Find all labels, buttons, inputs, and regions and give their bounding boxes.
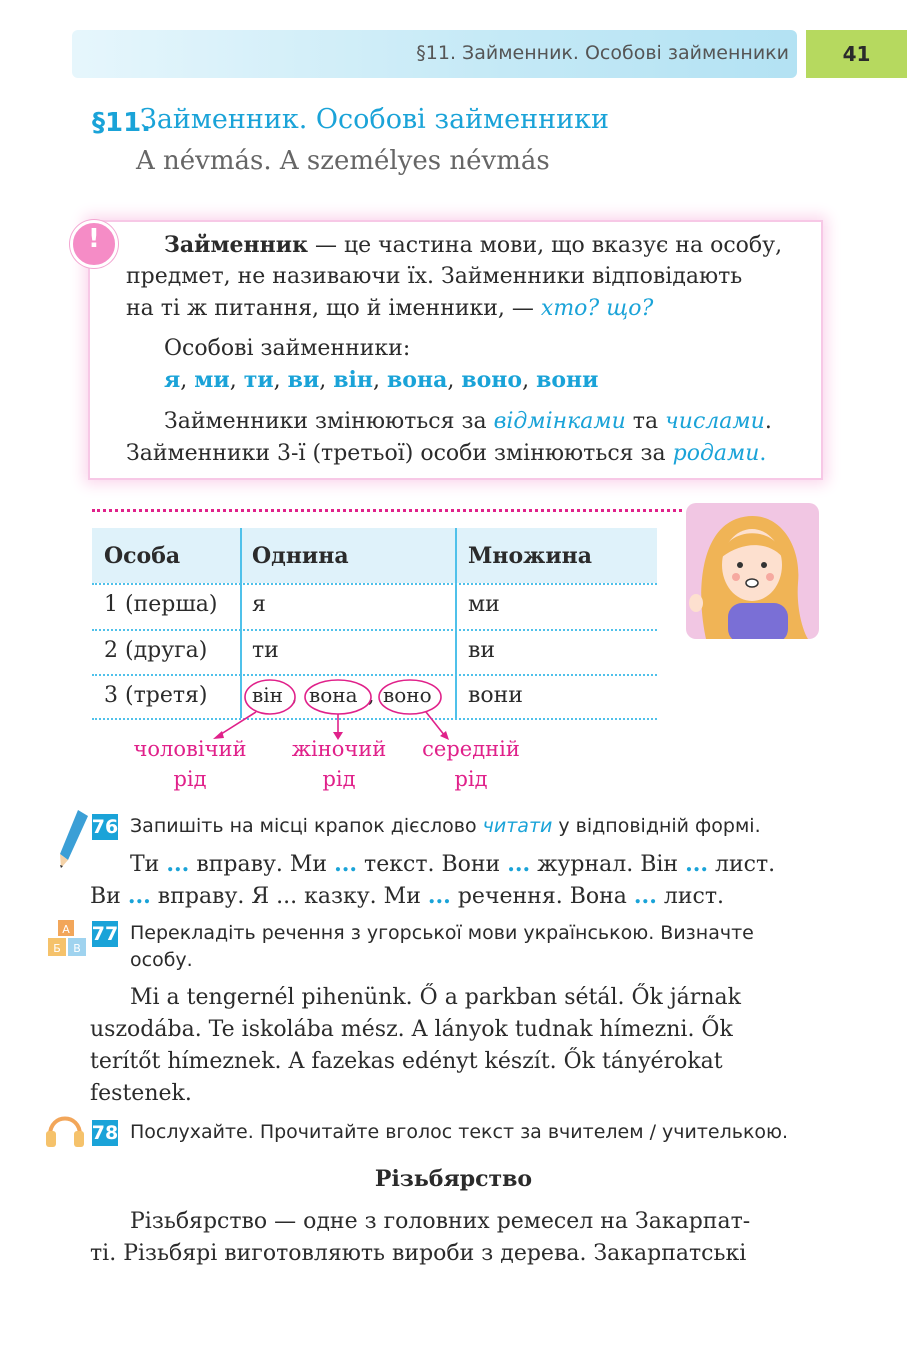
exercise-77-line: uszodába. Te iskolába mész. A lányok tudnak hímezni. Ők <box>90 1017 733 1042</box>
circle-she <box>305 680 371 714</box>
page-number: 41 <box>806 30 907 78</box>
gender-neuter <box>414 734 528 794</box>
rule-text: . <box>759 441 767 466</box>
pronoun-he: він <box>252 683 283 707</box>
exercise-77-line: Mi a tengernél pihenünk. Ő a parkban sétál. Ők járnak <box>130 985 741 1010</box>
table-cell: 2 (друга) <box>104 638 208 663</box>
gender-masculine <box>128 734 252 794</box>
pronoun-it: воно <box>383 683 432 707</box>
abc-blocks-icon <box>46 918 88 960</box>
exercise-76-line-1: Ти ... вправу. Ми ... текст. Вони ... журнал. Він ... лист. <box>130 851 776 877</box>
blank-dots: ... <box>127 883 151 909</box>
task-text: у відповідній формі. <box>552 815 761 837</box>
exercise-77-line: festenek. <box>90 1081 192 1106</box>
gender-label: рід <box>454 767 488 791</box>
exercise-78-task: Послухайте. Прочитайте вголос текст за вчителем / учителькою. <box>130 1121 789 1143</box>
exercise-number-76: 76 <box>91 816 119 838</box>
pronoun: ви <box>287 367 320 393</box>
gender-label: чоловічий <box>133 737 247 761</box>
blank-dots: ... <box>633 883 657 909</box>
rule-questions: хто? що? <box>540 296 654 321</box>
gender-label: рід <box>322 767 356 791</box>
pronoun: ми <box>194 367 230 393</box>
gender-label: жіночий <box>291 737 387 761</box>
girl-illustration <box>686 503 819 639</box>
headphones-icon <box>44 1107 86 1151</box>
gender-label: середній <box>422 737 520 761</box>
rule-text: на ті ж питання, що й іменники, — <box>126 296 541 321</box>
gender-label: рід <box>173 767 207 791</box>
table-cell: 3 (третя) <box>104 683 208 708</box>
table-cell: я <box>252 592 266 617</box>
exclamation-glyph: ! <box>88 224 100 254</box>
exercise-number-77: 77 <box>91 923 119 945</box>
table-cell: вони <box>468 683 523 708</box>
exercise-77-task-line-2: особу. <box>130 949 193 971</box>
blank-dots: ... <box>334 851 358 877</box>
running-header-title: §11. Займенник. Особові займенники <box>416 42 789 64</box>
exercise-number-78: 78 <box>91 1122 119 1144</box>
pronoun: вони <box>536 367 599 393</box>
exercise-76-line-2: Ви ... вправу. Я ... казку. Ми ... речення. Вона ... лист. <box>90 883 724 909</box>
personal-pronouns-label: Особові займенники: <box>164 336 411 361</box>
table-header-plural: Множина <box>468 543 593 569</box>
blank-dots: ... <box>685 851 709 877</box>
rule-text: Займенники 3-ї (третьої) особи змінюються за <box>126 441 673 466</box>
table-cell: ти <box>252 638 279 663</box>
arrow-it <box>426 712 445 736</box>
rule-keyword: числами <box>665 409 765 434</box>
task-keyword: читати <box>482 815 553 837</box>
gender-feminine <box>282 734 396 794</box>
pronoun: воно <box>461 367 523 393</box>
pronoun: він <box>333 367 374 393</box>
rule-term: Займенник <box>164 232 308 258</box>
arrow-he <box>218 712 256 736</box>
section-title: Займенник. Особові займенники <box>140 104 610 135</box>
task-text: Запишіть на місці крапок дієслово <box>130 815 483 837</box>
pencil-icon <box>56 808 90 870</box>
reading-text-line: ті. Різьбярі виготовляють вироби з дерева. Закарпатські <box>90 1241 747 1266</box>
pronoun-she: вона <box>309 683 358 707</box>
rule-text: та <box>625 409 666 434</box>
pronoun: я <box>164 367 181 393</box>
section-number: §11. <box>92 108 152 138</box>
blank-dots: ... <box>507 851 531 877</box>
exercise-77-line: terítőt hímeznek. A fazekas edényt készít. Ők tányérokat <box>90 1049 723 1074</box>
circle-it <box>379 680 441 714</box>
exercise-76-task <box>130 815 761 837</box>
table-cell: ми <box>468 592 500 617</box>
pronoun-list: я, ми, ти, ви, він, вона, воно, вони <box>164 367 599 393</box>
text-heading: Різьбярство <box>374 1166 533 1192</box>
rule-keyword: родами <box>672 441 760 466</box>
circle-he <box>245 680 295 714</box>
svg-text:Б: Б <box>53 942 61 955</box>
pronoun: ти <box>243 367 274 393</box>
exercise-77-task-line-1: Перекладіть речення з угорської мови українською. Визначте <box>130 922 754 944</box>
table-header-person: Особа <box>104 543 181 569</box>
rule-text: . <box>764 409 772 434</box>
svg-text:В: В <box>73 942 81 955</box>
blank-dots: ... <box>427 883 451 909</box>
reading-text-line: Різьбярство — одне з головних ремесел на Закарпат- <box>130 1209 751 1234</box>
pronoun: вона <box>387 367 448 393</box>
rule-text: Займенники змінюються за <box>164 409 494 434</box>
rule-keyword: відмінками <box>493 409 626 434</box>
blank-dots: ... <box>166 851 190 877</box>
table-cell: ви <box>468 638 496 663</box>
blank-dots: ... <box>276 884 298 909</box>
table-header-singular: Однина <box>252 543 349 569</box>
section-subtitle: A névmás. A személyes névmás <box>136 146 550 176</box>
svg-text:А: А <box>62 923 70 936</box>
rule-line-2: предмет, не називаючи їх. Займенники відповідають <box>126 264 743 289</box>
rule-text: — це частина мови, що вказує на особу, <box>307 233 783 258</box>
table-cell: 1 (перша) <box>104 592 218 617</box>
